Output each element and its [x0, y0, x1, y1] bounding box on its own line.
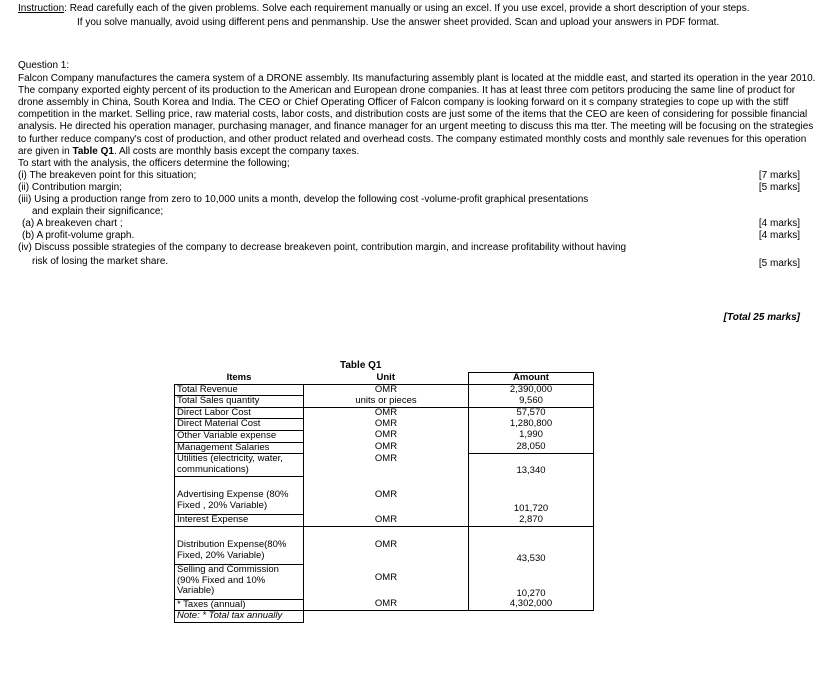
marks-i: [7 marks] [758, 169, 800, 181]
requirement-iii: (iii) Using a production range from zero to 10,000 units a month, develop the following cost -volume-profit graphical presentations [18, 194, 589, 206]
table-row: Total Sales quantity units or pieces 9,560 [175, 396, 594, 408]
table-row: Management Salaries OMR 28,050 [175, 442, 594, 454]
requirement-iv-cont: risk of losing the market share. [5 marks] [32, 255, 800, 269]
table-row: Utilities (electricity, water, communications) OMR 13,340 [175, 454, 594, 477]
header-unit: Unit [304, 373, 469, 385]
instruction-label: Instruction [18, 3, 65, 14]
table-spacer-row [175, 477, 594, 491]
table-row: Advertising Expense (80% Fixed , 20% Variable) OMR 101,720 [175, 490, 594, 515]
table-header-row [175, 373, 594, 385]
header-amount: Amount [469, 373, 594, 385]
marks-iii-b: [4 marks] [758, 230, 800, 242]
table-row: Selling and Commission (90% Fixed and 10% Variable) OMR 10,270 [175, 565, 594, 600]
table-row: Direct Material Cost OMR 1,280,800 [175, 419, 594, 431]
table-row: Total Revenue OMR 2,390,000 [175, 384, 594, 396]
instruction-line-1: : Read carefully each of the given problems. Solve each requirement manually or using an excel. If you use excel, provide a short description of your steps. [64, 3, 750, 14]
table-note: Note: * Total tax annually [175, 611, 304, 623]
question-paragraph: Falcon Company manufactures the camera system of a DRONE assembly. Its manufacturing assembly plant is located at the middle east, and started its operation in the year 2010. The company exported eighty percent of its production to the American and European drone companies. It has at least three com petitors producing the same line of product for drone assembly in China, South Korea and India. The CEO or Chief Operating Officer of Falcon company is looking forward on it s company strategies to cope up with the stiff competition in the market. Selling price, raw material costs, labor costs, and distribution costs are just some of the items that the CEO are keen of considering for possible financial analysis. He directed his operation manager, purchasing manager, and finance manager for an urgent meeting to discuss this ma tter. The meeting will be focusing on the strategies to further reduce company's cost of production, and other product related and overhead costs. The company estimated monthly costs and monthly sale revenues for this operation are given in Table Q1. All costs are monthly basis except the company taxes. [18, 73, 816, 157]
table-caption: Table Q1 [340, 360, 382, 371]
requirement-iii-b: (b) A profit-volume graph. [4 marks] [22, 230, 800, 242]
header-items: Items [175, 373, 304, 385]
total-marks: [Total 25 marks] [723, 312, 800, 323]
marks-ii: [5 marks] [758, 181, 800, 193]
marks-iii-a: [4 marks] [758, 218, 800, 230]
requirement-iv: (iv) Discuss possible strategies of the company to decrease breakeven point, contribution margin, and increase profitability without having [18, 242, 627, 254]
table-row: Distribution Expense(80% Fixed, 20% Variable) OMR 43,530 [175, 540, 594, 565]
marks-iv: [5 marks] [758, 257, 800, 269]
requirement-iii-cont: and explain their significance; [32, 206, 164, 218]
table-row: * Taxes (annual) OMR 4,302,000 [175, 599, 594, 611]
table-row: Direct Labor Cost OMR 57,570 [175, 407, 594, 419]
cost-table [174, 372, 594, 623]
instruction-line-2: If you solve manually, avoid using different pens and penmanship. Use the answer sheet provided. Scan and upload your answers in PDF format. [77, 17, 720, 28]
table-row: Other Variable expense OMR 1,990 [175, 430, 594, 442]
requirement-ii: (ii) Contribution margin; [5 marks] [18, 181, 800, 193]
instruction-block [18, 2, 818, 30]
table-reference: Table Q1 [72, 145, 114, 157]
question-block [18, 60, 818, 268]
question-title: Question 1: [18, 60, 70, 71]
requirement-i: (i) The breakeven point for this situation; [7 marks] [18, 169, 800, 181]
question-start: To start with the analysis, the officers determine the following; [18, 157, 290, 169]
table-note-row [175, 611, 594, 623]
requirement-iii-a: (a) A breakeven chart ; [4 marks] [22, 218, 800, 230]
table-row: Interest Expense OMR 2,870 [175, 515, 594, 527]
table-spacer-row [175, 526, 594, 540]
